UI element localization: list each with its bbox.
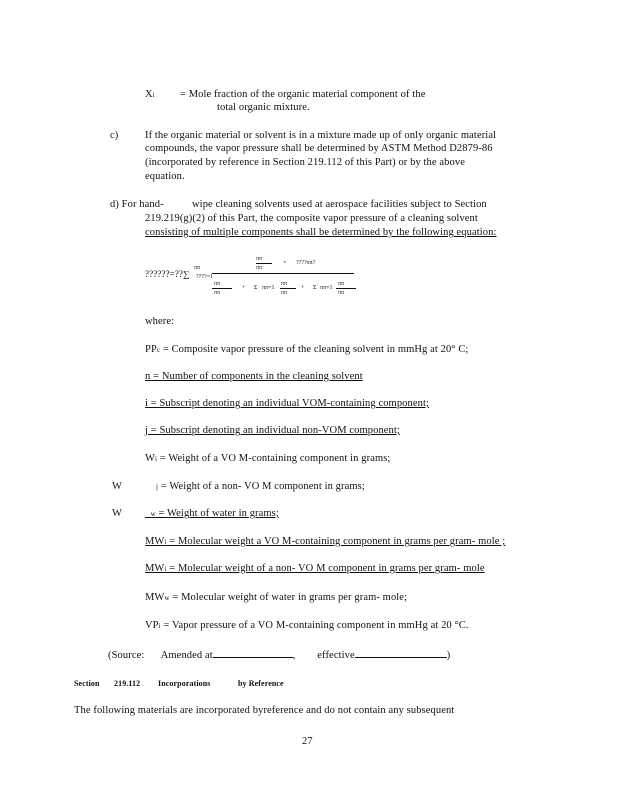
para-c-label: c) bbox=[110, 130, 119, 141]
denominator-sub-w: ππ=1 bbox=[320, 285, 333, 291]
para-c-line3: (incorporated by reference in Section 219.112 of this Part) or by the above bbox=[145, 157, 465, 168]
var-pp-c: PPc = Composite vapor pressure of the cleaning solvent in mmHg at 20° C; bbox=[145, 344, 469, 355]
var-n: n = Number of components in the cleaning solvent bbox=[145, 371, 363, 382]
page-number: 27 bbox=[302, 736, 313, 747]
equation-numerator-wi: ππ bbox=[256, 256, 263, 262]
var-j: j = Subscript denoting an individual non-VOM component; bbox=[145, 425, 400, 436]
denominator-bar-1 bbox=[212, 288, 232, 289]
para-c-line1: If the organic material or solvent is in a mixture made up of only organic material bbox=[145, 130, 497, 141]
denominator-wi: ππ bbox=[214, 281, 221, 287]
para-d-label: d) For hand- bbox=[110, 199, 164, 210]
section-title-a: Incorporations bbox=[158, 679, 211, 688]
denominator-bar-2 bbox=[280, 288, 296, 289]
denominator-ww: ππ bbox=[338, 281, 345, 287]
para-d-line3: consisting of multiple components shall be determined by the following equation: bbox=[145, 227, 497, 238]
source-effective: effective bbox=[317, 650, 355, 661]
source-close: ) bbox=[446, 650, 451, 661]
var-mwi: MWi = Molecular weight a VO M-containing component in grams per gram- mole ; bbox=[145, 536, 506, 547]
denominator-sigma-j: Σ bbox=[254, 285, 258, 291]
numerator-inner-bar bbox=[256, 263, 272, 264]
equation-lhs: ??????=??∑ bbox=[145, 269, 190, 279]
xi-definition-line2: total organic mixture. bbox=[217, 102, 310, 113]
denominator-plus-1: + bbox=[242, 285, 246, 291]
para-c-line2: compounds, the vapor pressure shall be determined by ASTM Method D2879-86 bbox=[145, 143, 493, 154]
equation-vp-term: ????ππ? bbox=[296, 260, 316, 266]
var-mwj: MWi = Molecular weight of a non- VO M component in grams per gram- mole bbox=[145, 563, 485, 574]
source-amended: Amended at bbox=[160, 650, 213, 661]
para-d-line1: wipe cleaning solvents used at aerospace facilities subject to Section bbox=[192, 199, 487, 210]
main-fraction-bar bbox=[212, 273, 354, 274]
var-mww: MWw = Molecular weight of water in grams per gram- mole; bbox=[145, 592, 408, 603]
section-number: 219.112 bbox=[114, 679, 141, 688]
para-d-line2: 219.219(g)(2) of this Part, the composite vapor pressure of a cleaning solvent bbox=[145, 213, 478, 224]
var-wi: Wi = Weight of a VO M-containing component in grams; bbox=[145, 453, 391, 464]
var-ww-symbol: W bbox=[112, 508, 123, 519]
var-i: i = Subscript denoting an individual VOM-containing component; bbox=[145, 398, 430, 409]
denominator-plus-2: + bbox=[301, 285, 305, 291]
denominator-mww: ππ bbox=[338, 290, 345, 296]
denominator-mwj: ππ bbox=[281, 290, 288, 296]
xi-definition-line1: = Mole fraction of the organic material component of the bbox=[180, 89, 426, 100]
para-c-line4: equation. bbox=[145, 171, 185, 182]
where-label: where: bbox=[145, 316, 175, 327]
denominator-sigma-w: Σ bbox=[313, 285, 317, 291]
equation-times: × bbox=[283, 260, 287, 266]
closing-line: The following materials are incorporated byreference and do not contain any subsequent bbox=[74, 705, 455, 716]
source-line: (Source: Amended at , effective ) bbox=[108, 647, 450, 662]
denominator-sub-j: ππ=1 bbox=[262, 285, 275, 291]
equation-sum-limits: ????=1 bbox=[196, 274, 214, 280]
amended-blank bbox=[213, 647, 293, 658]
source-open: (Source: bbox=[108, 650, 145, 661]
var-wj-symbol: W bbox=[112, 481, 123, 492]
effective-blank bbox=[355, 647, 447, 658]
denominator-mwi: ππ bbox=[214, 290, 221, 296]
var-vpi: VPi = Vapor pressure of a VO M-containing component in mmHg at 20 °C. bbox=[145, 620, 469, 631]
var-ww: w = Weight of water in grams; bbox=[150, 508, 279, 519]
denominator-wj: ππ bbox=[281, 281, 288, 287]
xi-symbol: Xi bbox=[145, 89, 155, 100]
var-wj: j = Weight of a non- VO M component in grams; bbox=[156, 481, 365, 492]
section-title-b: by Reference bbox=[238, 679, 284, 688]
section-label: Section bbox=[74, 679, 100, 688]
equation-sum-upper: ππ bbox=[194, 265, 201, 271]
denominator-bar-3 bbox=[336, 288, 356, 289]
equation-numerator-mwi: ππ bbox=[256, 265, 263, 271]
